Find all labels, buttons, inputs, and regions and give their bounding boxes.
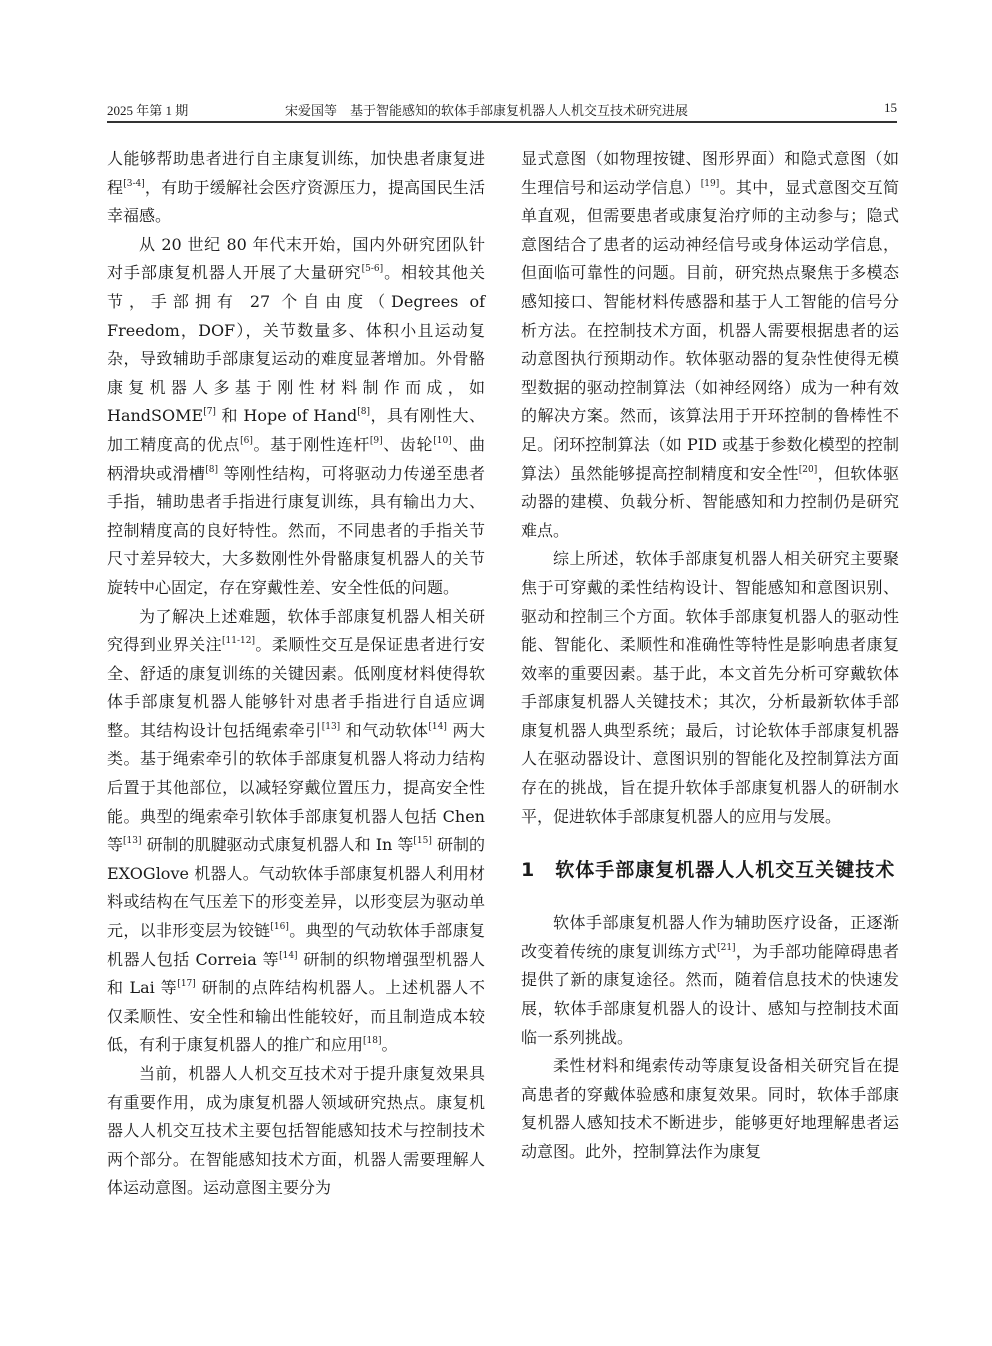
text-run: 综上所述，软体手部康复机器人相关研究主要聚焦于可穿戴的柔性结构设计、智能感知和意图识别、驱动和控制三个方面。软体手部康复机器人的驱动性能、智能化、柔顺性和准确性等特性是影响患者康复效率的重要因素。基于此，本文首先分析可穿戴软体手部康复机器人关键技术；其次，分析最新软体手部康复机器人典型系统；最后，讨论软体手部康复机器人在驱动器设计、意图识别的智能化及控制算法方面存在的挑战，旨在提升软体手部康复机器人的研制水平，促进软体手部康复机器人的应用与发展。 [521, 549, 899, 826]
paragraph [521, 1052, 899, 1166]
citation-ref[interactable]: [9] [369, 435, 383, 446]
text-run: 从 20 世纪 80 年代末开始，国内外研究团队针对手部康复机器人开展了大量研究 [107, 234, 485, 283]
citation-ref[interactable]: [10] [433, 435, 452, 446]
paragraph [521, 145, 899, 545]
text-run: ，具有刚性大、加工精度高的优点 [107, 406, 485, 454]
citation-ref[interactable]: [20] [798, 464, 818, 475]
page-number: 15 [884, 100, 897, 115]
header-rule [107, 121, 897, 123]
citation-ref[interactable]: [16] [270, 922, 289, 933]
citation-ref[interactable]: [3-4] [123, 178, 145, 189]
text-run: 研制的肌腱驱动式康复机器人和 In 等 [141, 835, 414, 855]
text-run: 。基于刚性连杆 [252, 434, 370, 454]
right-column-intro [521, 145, 899, 831]
paragraph [107, 145, 485, 231]
citation-ref[interactable]: [14] [428, 721, 447, 732]
citation-ref[interactable]: [19] [700, 178, 720, 189]
text-run: ，但软体驱动器的建模、负载分析、智能感知和力控制仍是研究难点。 [521, 463, 899, 540]
citation-ref[interactable]: [13] [321, 721, 341, 732]
text-run: 等刚性结构，可将驱动力传递至患者手指，辅助患者手指进行康复训练，具有输出力大、控制精度高的良好特性。然而，不同患者的手指关节尺寸差异较大，大多数刚性外骨骼康复机器人的关节旋转中心固定，存在穿戴性差、安全性低的问题。 [107, 463, 485, 597]
text-run: 研制的点阵结构机器人。上述机器人不仅柔顺性、安全性和输出性能较好，而且制造成本较低，有利于康复机器人的推广和应用 [107, 978, 485, 1055]
running-header [107, 100, 897, 122]
text-run: 。其中，显式意图交互简单直观，但需要患者或康复治疗师的主动参与；隐式意图结合了患者的运动神经信号或身体运动学信息，但面临可靠性的问题。目前，研究热点聚焦于多模态感知接口、智能材料传感器和基于人工智能的信号分析方法。在控制技术方面，机器人需要根据患者的运动意图执行预期动作。软体驱动器的复杂性使得无模型数据的驱动控制算法（如神经网络）成为一种有效的解决方案。然而，该算法用于开环控制的鲁棒性不足。闭环控制算法（如 PID 或基于参数化模型的控制算法）虽然能够提高控制精度和安全性 [521, 177, 899, 483]
citation-ref[interactable]: [11-12] [222, 636, 255, 647]
paragraph [107, 231, 485, 603]
paragraph [107, 603, 485, 1061]
text-run: 为了解决上述难题，软体手部康复机器人相关研究得到业界关注 [107, 606, 485, 655]
text-run: 两大类。基于绳索牵引的软体手部康复机器人将动力结构后置于其他部位，以减轻穿戴位置压力，提高安全性能。典型的绳索牵引软体手部康复机器人包括 Chen 等 [107, 720, 485, 855]
text-run: ，为手部功能障碍患者提供了新的康复途径。然而，随着信息技术的快速发展，软体手部康复机器人的设计、感知与控制技术面临一系列挑战。 [521, 941, 899, 1047]
citation-ref[interactable]: [7] [203, 407, 216, 418]
section-heading: 1 软体手部康复机器人人机交互关键技术 [521, 859, 896, 882]
right-column-section-body [521, 909, 899, 1166]
text-run: 当前，机器人人机交互技术对于提升康复效果具有重要作用，成为康复机器人领域研究热点。康复机器人人机交互技术主要包括智能感知技术与控制技术两个部分。在智能感知技术方面，机器人需要理解人体运动意图。运动意图主要分为 [107, 1064, 485, 1198]
citation-ref[interactable]: [8] [357, 407, 371, 418]
text-run: 。典型的气动软体手部康复机器人包括 Correia 等 [107, 921, 485, 969]
paragraph [521, 909, 899, 1052]
text-run: ，有助于缓解社会医疗资源压力，提高国民生活幸福感。 [107, 177, 485, 226]
text-run: 、齿轮 [382, 434, 434, 454]
citation-ref[interactable]: [14] [279, 950, 298, 961]
text-run: 和 Hope of Hand [215, 406, 358, 426]
text-run: 。 [381, 1035, 398, 1055]
text-run: 、曲柄滑块或滑槽 [107, 434, 485, 483]
citation-ref[interactable]: [17] [177, 979, 196, 990]
text-run: 和气动软体 [340, 720, 429, 740]
citation-ref[interactable]: [6] [240, 435, 253, 446]
paragraph [521, 545, 899, 831]
text-run: 。相较其他关节，手部拥有 27 个自由度（Degrees of Freedom，DOF），关节数量多、体积小且运动复杂，导致辅助手部康复运动的难度显著增加。外骨骼康复机器人多基于刚性材料制作而成，如 HandSOME [107, 263, 485, 426]
paragraph [107, 1060, 485, 1203]
text-run: 研制的织物增强型机器人和 Lai 等 [107, 949, 485, 998]
citation-ref[interactable]: [21] [717, 942, 736, 953]
citation-ref[interactable]: [13] [123, 836, 142, 847]
text-run: 显式意图（如物理按键、图形界面）和隐式意图（如生理信号和运动学信息） [521, 149, 899, 197]
left-column [107, 145, 485, 1203]
running-title: 宋爱国等 基于智能感知的软体手部康复机器人人机交互技术研究进展 [285, 103, 689, 118]
citation-ref[interactable]: [18] [363, 1036, 382, 1047]
text-run: 柔性材料和绳索传动等康复设备相关研究旨在提高患者的穿戴体验感和康复效果。同时，软体手部康复机器人感知技术不断进步，能够更好地理解患者运动意图。此外，控制算法作为康复 [521, 1056, 899, 1161]
right-column [521, 145, 899, 1167]
journal-issue: 2025 年第 1 期 [107, 103, 189, 118]
text-run: 人能够帮助患者进行自主康复训练，加快患者康复进程 [107, 149, 485, 197]
text-run: 。柔顺性交互是保证患者进行安全、舒适的康复训练的关键因素。低刚度材料使得软体手部康复机器人能够针对患者手指进行自适应调整。其结构设计包括绳索牵引 [107, 635, 485, 740]
citation-ref[interactable]: [15] [413, 836, 432, 847]
text-run: 软体手部康复机器人作为辅助医疗设备，正逐渐改变着传统的康复训练方式 [521, 913, 899, 961]
text-run: 研制的 EXOGlove 机器人。气动软体手部康复机器人利用材料或结构在气压差下的形变差异，以形变层为驱动单元，以非形变层为铰链 [107, 835, 485, 941]
citation-ref[interactable]: [8] [205, 464, 218, 475]
citation-ref[interactable]: [5-6] [361, 264, 384, 275]
